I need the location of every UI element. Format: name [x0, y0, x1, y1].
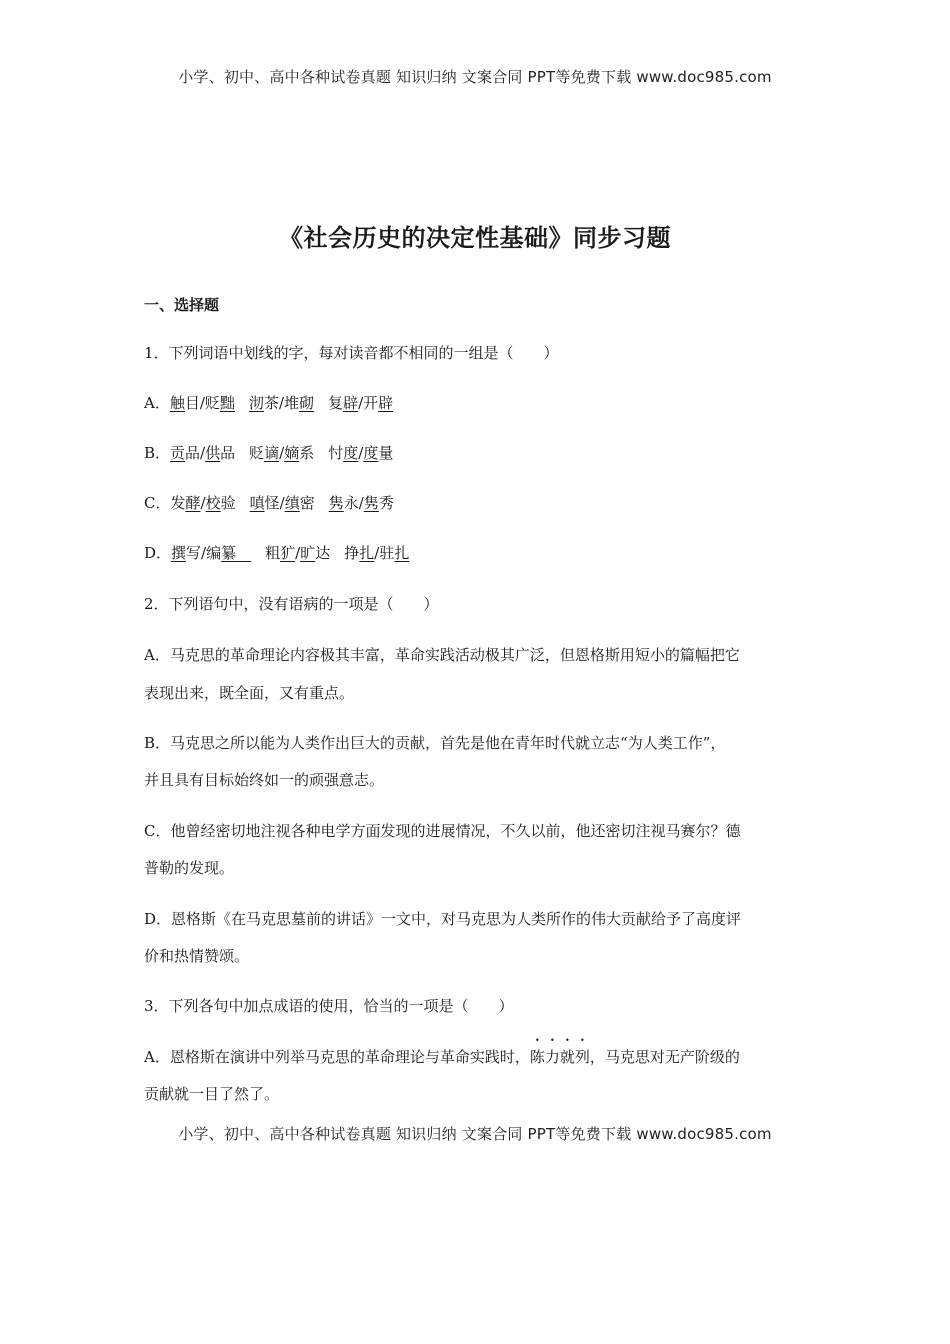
question-1-option-a: A．触目/贬黜 沏茶/堆砌 复辟/开辟: [144, 394, 394, 412]
question-2-option-a-line-2: 表现出来，既全面，又有重点。: [144, 684, 355, 702]
question-3-option-a-line-2: 贡献就一目了然了。: [144, 1085, 280, 1103]
question-2-option-a-line-1: A．马克思的革命理论内容极其丰富，革命实践活动极其广泛，但恩格斯用短小的篇幅把它: [144, 646, 740, 664]
question-1-option-d: D．撰写/编纂 粗犷/旷达 挣扎/驻扎: [144, 544, 410, 562]
question-2-option-c-line-2: 普勒的发现。: [144, 859, 235, 877]
question-1-option-b: B．贡品/供品 贬谪/嫡系 忖度/度量: [144, 444, 394, 462]
question-2-option-b-line-1: B．马克思之所以能为人类作出巨大的贡献，首先是他在青年时代就立志“为人类工作”，: [144, 734, 726, 752]
document-title: 《社会历史的决定性基础》同步习题: [279, 224, 671, 252]
question-2-option-d-line-1: D．恩格斯《在马克思墓前的讲话》一文中，对马克思为人类所作的伟大贡献给予了高度评: [144, 910, 742, 928]
question-1-option-c: C．发酵/校验 嗔怪/缜密 隽永/隽秀: [144, 494, 394, 512]
page-header: 小学、初中、高中各种试卷真题 知识归纳 文案合同 PPT等免费下载 www.doc985.com: [178, 68, 772, 86]
page-footer: 小学、初中、高中各种试卷真题 知识归纳 文案合同 PPT等免费下载 www.doc985.com: [178, 1125, 772, 1143]
section-heading: 一、选择题: [144, 296, 220, 314]
question-2-option-b-line-2: 并且具有目标始终如一的顽强意志。: [144, 771, 385, 789]
question-3-stem: 3．下列各句中加点成语的使用，恰当的一项是（ ）: [144, 997, 514, 1015]
question-2-option-c-line-1: C．他曾经密切地注视各种电学方面发现的进展情况，不久以前，他还密切注视马赛尔？德: [144, 822, 741, 840]
question-3-option-a-line-1: A．恩格斯在演讲中列举马克思的革命理论与革命实践时，陈力就列，马克思对无产阶级的: [144, 1048, 740, 1066]
question-1-stem: 1．下列词语中划线的字，每对读音都不相同的一组是（ ）: [144, 344, 559, 362]
question-2-stem: 2．下列语句中，没有语病的一项是（ ）: [144, 595, 439, 613]
question-2-option-d-line-2: 价和热情赞颂。: [144, 947, 250, 965]
